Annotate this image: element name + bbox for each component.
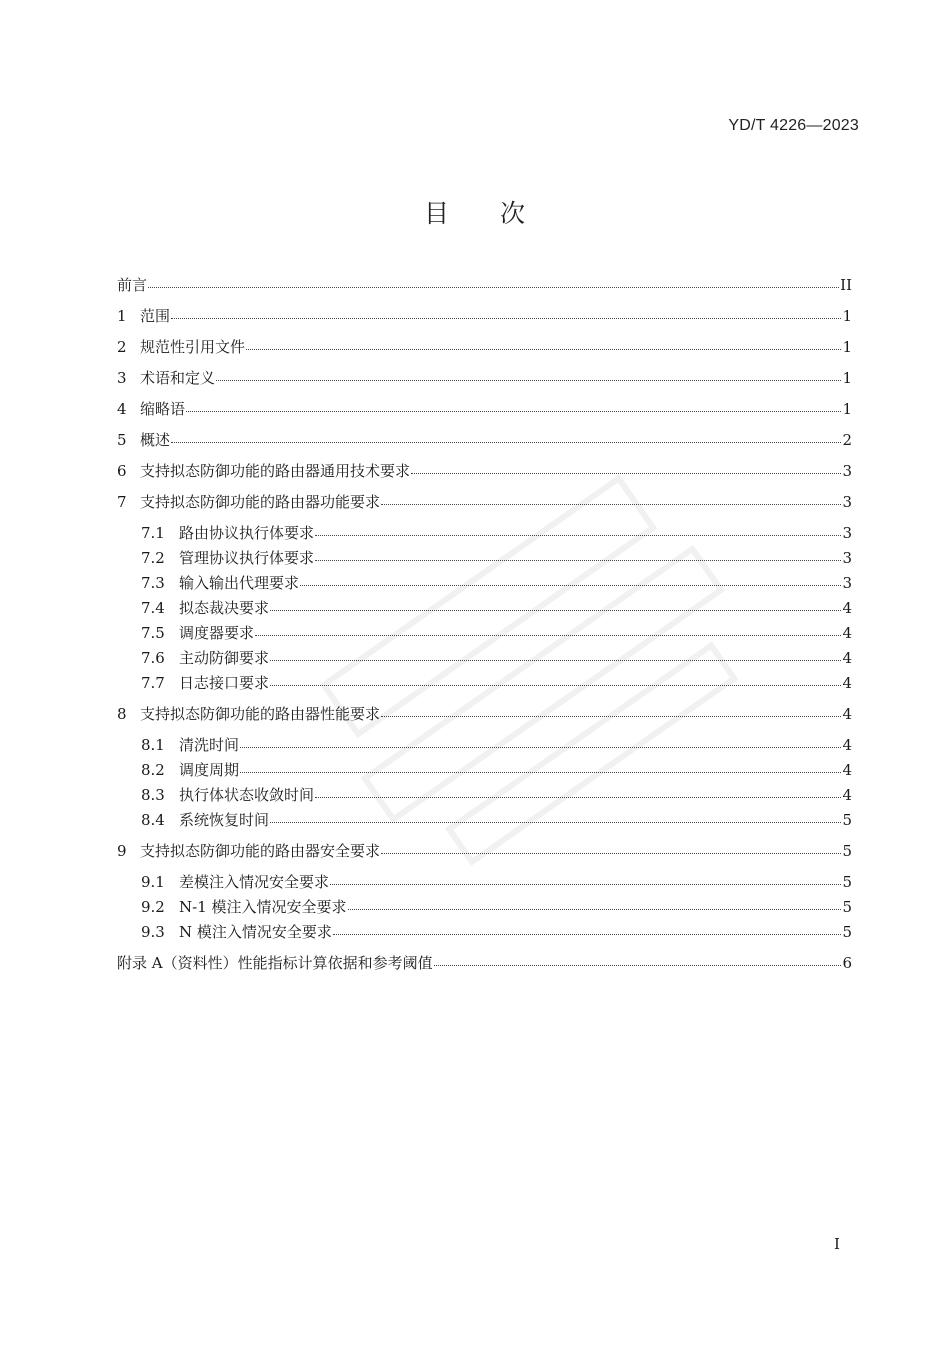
toc-entry-page: 3 — [842, 493, 852, 511]
toc-entry-page: 4 — [842, 761, 852, 779]
toc-entry-label: 拟态裁决要求 — [179, 599, 270, 617]
toc-entry[interactable] — [117, 520, 852, 545]
toc-entry[interactable] — [117, 732, 852, 757]
toc-entry[interactable] — [117, 545, 852, 570]
toc-entry-page: 3 — [842, 549, 852, 567]
toc-entry[interactable] — [117, 670, 852, 701]
toc-entry-label: 清洗时间 — [179, 736, 240, 754]
toc-entry-page: 4 — [842, 674, 852, 692]
title-char-2: 次 — [500, 199, 527, 228]
toc-entry-number: 5 — [117, 431, 127, 449]
toc-entry[interactable] — [117, 620, 852, 645]
toc-entry[interactable] — [117, 919, 852, 950]
toc-entry-page: 1 — [842, 369, 852, 387]
dot-leader — [381, 489, 841, 505]
toc-entry[interactable] — [117, 570, 852, 595]
toc-entry[interactable] — [117, 757, 852, 782]
toc-entry-number: 8.2 — [141, 761, 165, 779]
page-number: I — [834, 1235, 840, 1253]
toc-entry-page: 4 — [842, 705, 852, 723]
toc-entry-number: 8.1 — [141, 736, 165, 754]
dot-leader — [330, 869, 841, 885]
dot-leader — [186, 396, 841, 412]
dot-leader — [240, 757, 841, 773]
dot-leader — [411, 458, 841, 474]
toc-entry-label: 路由协议执行体要求 — [179, 524, 315, 542]
toc-entry-label: 缩略语 — [140, 400, 186, 418]
toc-entry-page: 5 — [842, 923, 852, 941]
toc-entry[interactable] — [117, 701, 852, 732]
toc-entry[interactable] — [117, 365, 852, 396]
table-of-contents — [117, 272, 852, 981]
toc-entry-page: 2 — [842, 431, 852, 449]
toc-entry-number: 7.7 — [141, 674, 165, 692]
toc-entry[interactable] — [117, 782, 852, 807]
dot-leader — [240, 732, 841, 748]
toc-entry[interactable] — [117, 303, 852, 334]
toc-entry-label: 附录 A（资料性）性能指标计算依据和参考阈值 — [117, 954, 433, 972]
toc-entry-page: 5 — [842, 842, 852, 860]
dot-leader — [434, 950, 842, 966]
toc-entry-number: 7.3 — [141, 574, 165, 592]
title-char-1: 目 — [423, 199, 450, 228]
toc-entry-page: 4 — [842, 599, 852, 617]
toc-entry-label: 前言 — [117, 276, 148, 294]
dot-leader — [270, 595, 841, 611]
toc-entry[interactable] — [117, 489, 852, 520]
page-title — [0, 194, 950, 230]
toc-entry-page: 5 — [842, 898, 852, 916]
toc-entry[interactable] — [117, 334, 852, 365]
toc-entry-page: 4 — [842, 786, 852, 804]
toc-entry[interactable] — [117, 645, 852, 670]
toc-entry-number: 6 — [117, 462, 127, 480]
toc-entry-label: 输入输出代理要求 — [179, 574, 300, 592]
dot-leader — [315, 782, 841, 798]
toc-entry-label: 支持拟态防御功能的路由器功能要求 — [140, 493, 381, 511]
dot-leader — [381, 701, 841, 717]
toc-entry-page: 3 — [842, 574, 852, 592]
toc-entry-label: 调度周期 — [179, 761, 240, 779]
toc-entry[interactable] — [117, 427, 852, 458]
toc-entry-label: 规范性引用文件 — [140, 338, 246, 356]
dot-leader — [315, 545, 841, 561]
toc-entry-page: 4 — [842, 624, 852, 642]
toc-entry-page: 6 — [842, 954, 852, 972]
toc-entry-label: 管理协议执行体要求 — [179, 549, 315, 567]
toc-entry-number: 7.5 — [141, 624, 165, 642]
toc-entry-label: 日志接口要求 — [179, 674, 270, 692]
toc-entry[interactable] — [117, 458, 852, 489]
toc-entry-label: 系统恢复时间 — [179, 811, 270, 829]
toc-entry-page: 1 — [842, 307, 852, 325]
dot-leader — [270, 807, 841, 823]
toc-entry-number: 4 — [117, 400, 127, 418]
toc-entry-page: 1 — [842, 400, 852, 418]
dot-leader — [270, 670, 841, 686]
toc-entry-number: 7 — [117, 493, 127, 511]
toc-entry[interactable] — [117, 807, 852, 838]
toc-entry-label: 概述 — [140, 431, 171, 449]
toc-entry-number: 8.3 — [141, 786, 165, 804]
toc-entry-label: N 模注入情况安全要求 — [179, 923, 332, 941]
dot-leader — [348, 894, 842, 910]
dot-leader — [216, 365, 841, 381]
dot-leader — [171, 303, 841, 319]
toc-entry-number: 8.4 — [141, 811, 165, 829]
toc-entry-page: 3 — [842, 524, 852, 542]
toc-entry-number: 9.2 — [141, 898, 165, 916]
toc-entry-page: 1 — [842, 338, 852, 356]
toc-entry[interactable] — [117, 838, 852, 869]
toc-entry-page: 5 — [842, 873, 852, 891]
toc-entry-number: 3 — [117, 369, 127, 387]
toc-entry-page: II — [840, 276, 852, 294]
toc-entry-label: 执行体状态收敛时间 — [179, 786, 315, 804]
toc-entry-number: 9.3 — [141, 923, 165, 941]
toc-entry-number: 7.6 — [141, 649, 165, 667]
toc-entry[interactable] — [117, 272, 852, 303]
toc-entry-label: 支持拟态防御功能的路由器通用技术要求 — [140, 462, 411, 480]
dot-leader — [255, 620, 841, 636]
toc-entry-page: 3 — [842, 462, 852, 480]
toc-entry-label: 调度器要求 — [179, 624, 255, 642]
toc-entry[interactable] — [117, 396, 852, 427]
toc-entry-number: 9 — [117, 842, 127, 860]
toc-entry[interactable] — [117, 595, 852, 620]
toc-entry-label: 差模注入情况安全要求 — [179, 873, 330, 891]
dot-leader — [381, 838, 841, 854]
dot-leader — [246, 334, 841, 350]
dot-leader — [300, 570, 841, 586]
toc-entry-label: 主动防御要求 — [179, 649, 270, 667]
toc-entry-page: 5 — [842, 811, 852, 829]
toc-entry-label: 范围 — [140, 307, 171, 325]
toc-entry-number: 7.1 — [141, 524, 165, 542]
toc-entry-page: 4 — [842, 649, 852, 667]
toc-entry[interactable] — [117, 950, 852, 981]
toc-entry[interactable] — [117, 869, 852, 894]
toc-entry-page: 4 — [842, 736, 852, 754]
toc-entry-label: 支持拟态防御功能的路由器安全要求 — [140, 842, 381, 860]
toc-entry[interactable] — [117, 894, 852, 919]
toc-entry-number: 9.1 — [141, 873, 165, 891]
toc-entry-number: 8 — [117, 705, 127, 723]
toc-entry-number: 7.2 — [141, 549, 165, 567]
dot-leader — [333, 919, 842, 935]
toc-entry-label: 支持拟态防御功能的路由器性能要求 — [140, 705, 381, 723]
toc-entry-number: 7.4 — [141, 599, 165, 617]
dot-leader — [148, 272, 839, 288]
toc-entry-number: 1 — [117, 307, 127, 325]
dot-leader — [171, 427, 841, 443]
toc-entry-label: N-1 模注入情况安全要求 — [179, 898, 347, 916]
dot-leader — [270, 645, 841, 661]
dot-leader — [315, 520, 841, 536]
toc-entry-number: 2 — [117, 338, 127, 356]
toc-entry-label: 术语和定义 — [140, 369, 216, 387]
standard-code: YD/T 4226—2023 — [728, 117, 859, 134]
